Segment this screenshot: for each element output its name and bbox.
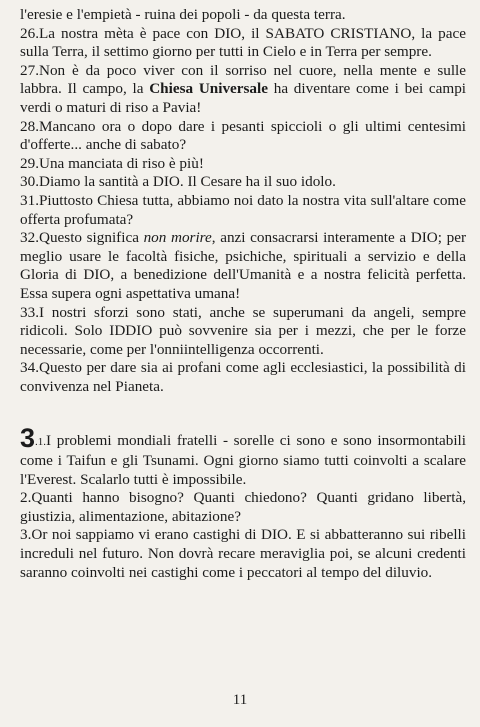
section-3-paragraph-2: 2.Quanti hanno bisogno? Quanti chiedono? Quanti gridano libertà, giustizia, alimentazione, abitazione? — [20, 489, 466, 525]
paragraph-28: 28.Mancano ora o dopo dare i pesanti spiccioli o gli ultimi centesimi d'offerte... anche di sabato? — [20, 117, 466, 154]
paragraph-26: 26.La nostra mèta è pace con DIO, il SABATO CRISTIANO, la pace sulla Terra, il settimo giorno per tutti in Cielo e in Terra per sempre. — [20, 24, 466, 61]
paragraph-33: 33.I nostri sforzi sono stati, anche se superumani da angeli, sempre ridicoli. Solo IDDIO può sovvenire sia per i mezzi, che per le forze necessarie, come per l'onniintelligenza occorrenti. — [20, 303, 466, 358]
paragraph-32-italic: non morire — [143, 229, 212, 247]
section-gap — [20, 396, 466, 429]
paragraph-27 — [20, 62, 466, 118]
paragraph-32 — [20, 229, 466, 303]
section-3-paragraph-3: 3.Or noi sappiamo vi erano castighi di DIO. E si abbatteranno sui ribelli increduli nel futuro. Non dovrà recare meraviglia poi, se alcuni credenti saranno coinvolti nei castighi come i peccatori al tempo del diluvio. — [20, 526, 466, 581]
section-3-paragraph-1-text: I problemi mondiali fratelli - sorelle ci sono e sono insormontabili come i Taifun e gli Tsunami. Ogni giorno siamo tutti coinvolti a scalare l'Everest. Scalarlo tutti è impossibile. — [20, 432, 466, 488]
paragraph-34: 34.Questo per dare sia ai profani come agli ecclesiastici, la possibilità di convivenza nel Pianeta. — [20, 359, 466, 395]
paragraph-25-continuation: l'eresie e l'empietà - ruina dei popoli - da questa terra. — [20, 6, 346, 23]
section-subnumber: .1. — [35, 436, 47, 449]
paragraph-27-text-end: ha diventare come i bei campi verdi o maturi di riso a Pavia! — [20, 80, 467, 116]
page-number: 11 — [232, 692, 248, 708]
section-3-paragraph-1 — [20, 423, 466, 489]
paragraph-27-bold: Chiesa Universale — [149, 80, 268, 98]
page-body — [20, 6, 466, 582]
paragraph-29: 29.Una manciata di riso è più! — [20, 154, 204, 172]
paragraph-31: 31.Piuttosto Chiesa tutta, abbiamo noi dato la nostra vita sull'altare come offerta profumata? — [20, 191, 466, 228]
paragraph-27-text: 27.Non è da poco viver con il sorriso nel cuore, nella mente e sulle labbra. Il campo, la — [20, 61, 466, 98]
paragraph-32-text-end: , anzi consacrarsi interamente a DIO; per meglio usare le facoltà fisiche, psichiche, spirituali a servizio e della Gloria di DIO, a benedizione dell'Umanità e a nostra felicità perfetta. Essa supera ogni aspettativa umana! — [20, 229, 466, 302]
paragraph-30: 30.Diamo la santità a DIO. Il Cesare ha il suo idolo. — [20, 173, 336, 191]
paragraph-32-text: 32.Questo significa — [20, 229, 144, 247]
section-number: 3 — [20, 423, 36, 454]
